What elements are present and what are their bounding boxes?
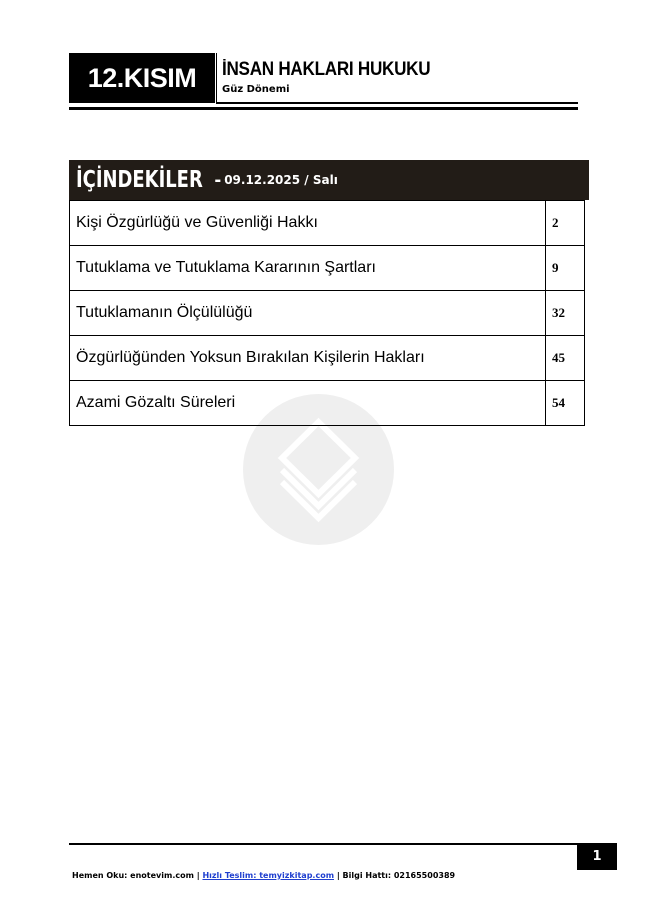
toc-row[interactable] xyxy=(70,201,585,246)
toc-entry-page: 54 xyxy=(546,381,585,426)
header-rule-thick xyxy=(69,107,578,110)
toc-entry-title: Tutuklama ve Tutuklama Kararının Şartları xyxy=(70,246,546,291)
toc-entry-page: 32 xyxy=(546,291,585,336)
toc-heading-dash: - xyxy=(214,168,222,191)
page-number: 1 xyxy=(577,843,617,870)
footer-phone: Bilgi Hattı: 02165500389 xyxy=(342,871,456,880)
footer-separator: | xyxy=(196,871,200,880)
toc-entry-title: Kişi Özgürlüğü ve Güvenliği Hakkı xyxy=(70,201,546,246)
toc-date: 09.12.2025 / Salı xyxy=(224,173,338,187)
toc-row[interactable] xyxy=(70,246,585,291)
toc-entry-title: Tutuklamanın Ölçülülüğü xyxy=(70,291,546,336)
toc-entry-page: 45 xyxy=(546,336,585,381)
page-title: İNSAN HAKLARI HUKUKU xyxy=(222,59,431,80)
footer-rule xyxy=(69,843,577,845)
toc-heading-bar xyxy=(69,160,589,200)
toc-entry-page: 9 xyxy=(546,246,585,291)
toc-entry-title: Özgürlüğünden Yoksun Bırakılan Kişilerin Hakları xyxy=(70,336,546,381)
footer-delivery-link[interactable]: Hızlı Teslim: temyizkitap.com xyxy=(202,871,335,880)
section-badge: 12.KISIM xyxy=(69,53,215,103)
toc-heading: İÇİNDEKİLER xyxy=(76,167,203,193)
toc-entry-page: 2 xyxy=(546,201,585,246)
toc-table xyxy=(69,200,585,426)
page-subtitle: Güz Dönemi xyxy=(222,84,290,95)
toc-row[interactable] xyxy=(70,381,585,426)
toc-row[interactable] xyxy=(70,291,585,336)
toc-row[interactable] xyxy=(70,336,585,381)
footer-read-label: Hemen Oku: enotevim.com xyxy=(72,871,194,880)
toc-entry-title: Azami Gözaltı Süreleri xyxy=(70,381,546,426)
header-divider xyxy=(216,53,217,103)
header-rule-thin xyxy=(216,102,578,104)
footer-info xyxy=(72,871,455,880)
footer-separator: | xyxy=(336,871,340,880)
